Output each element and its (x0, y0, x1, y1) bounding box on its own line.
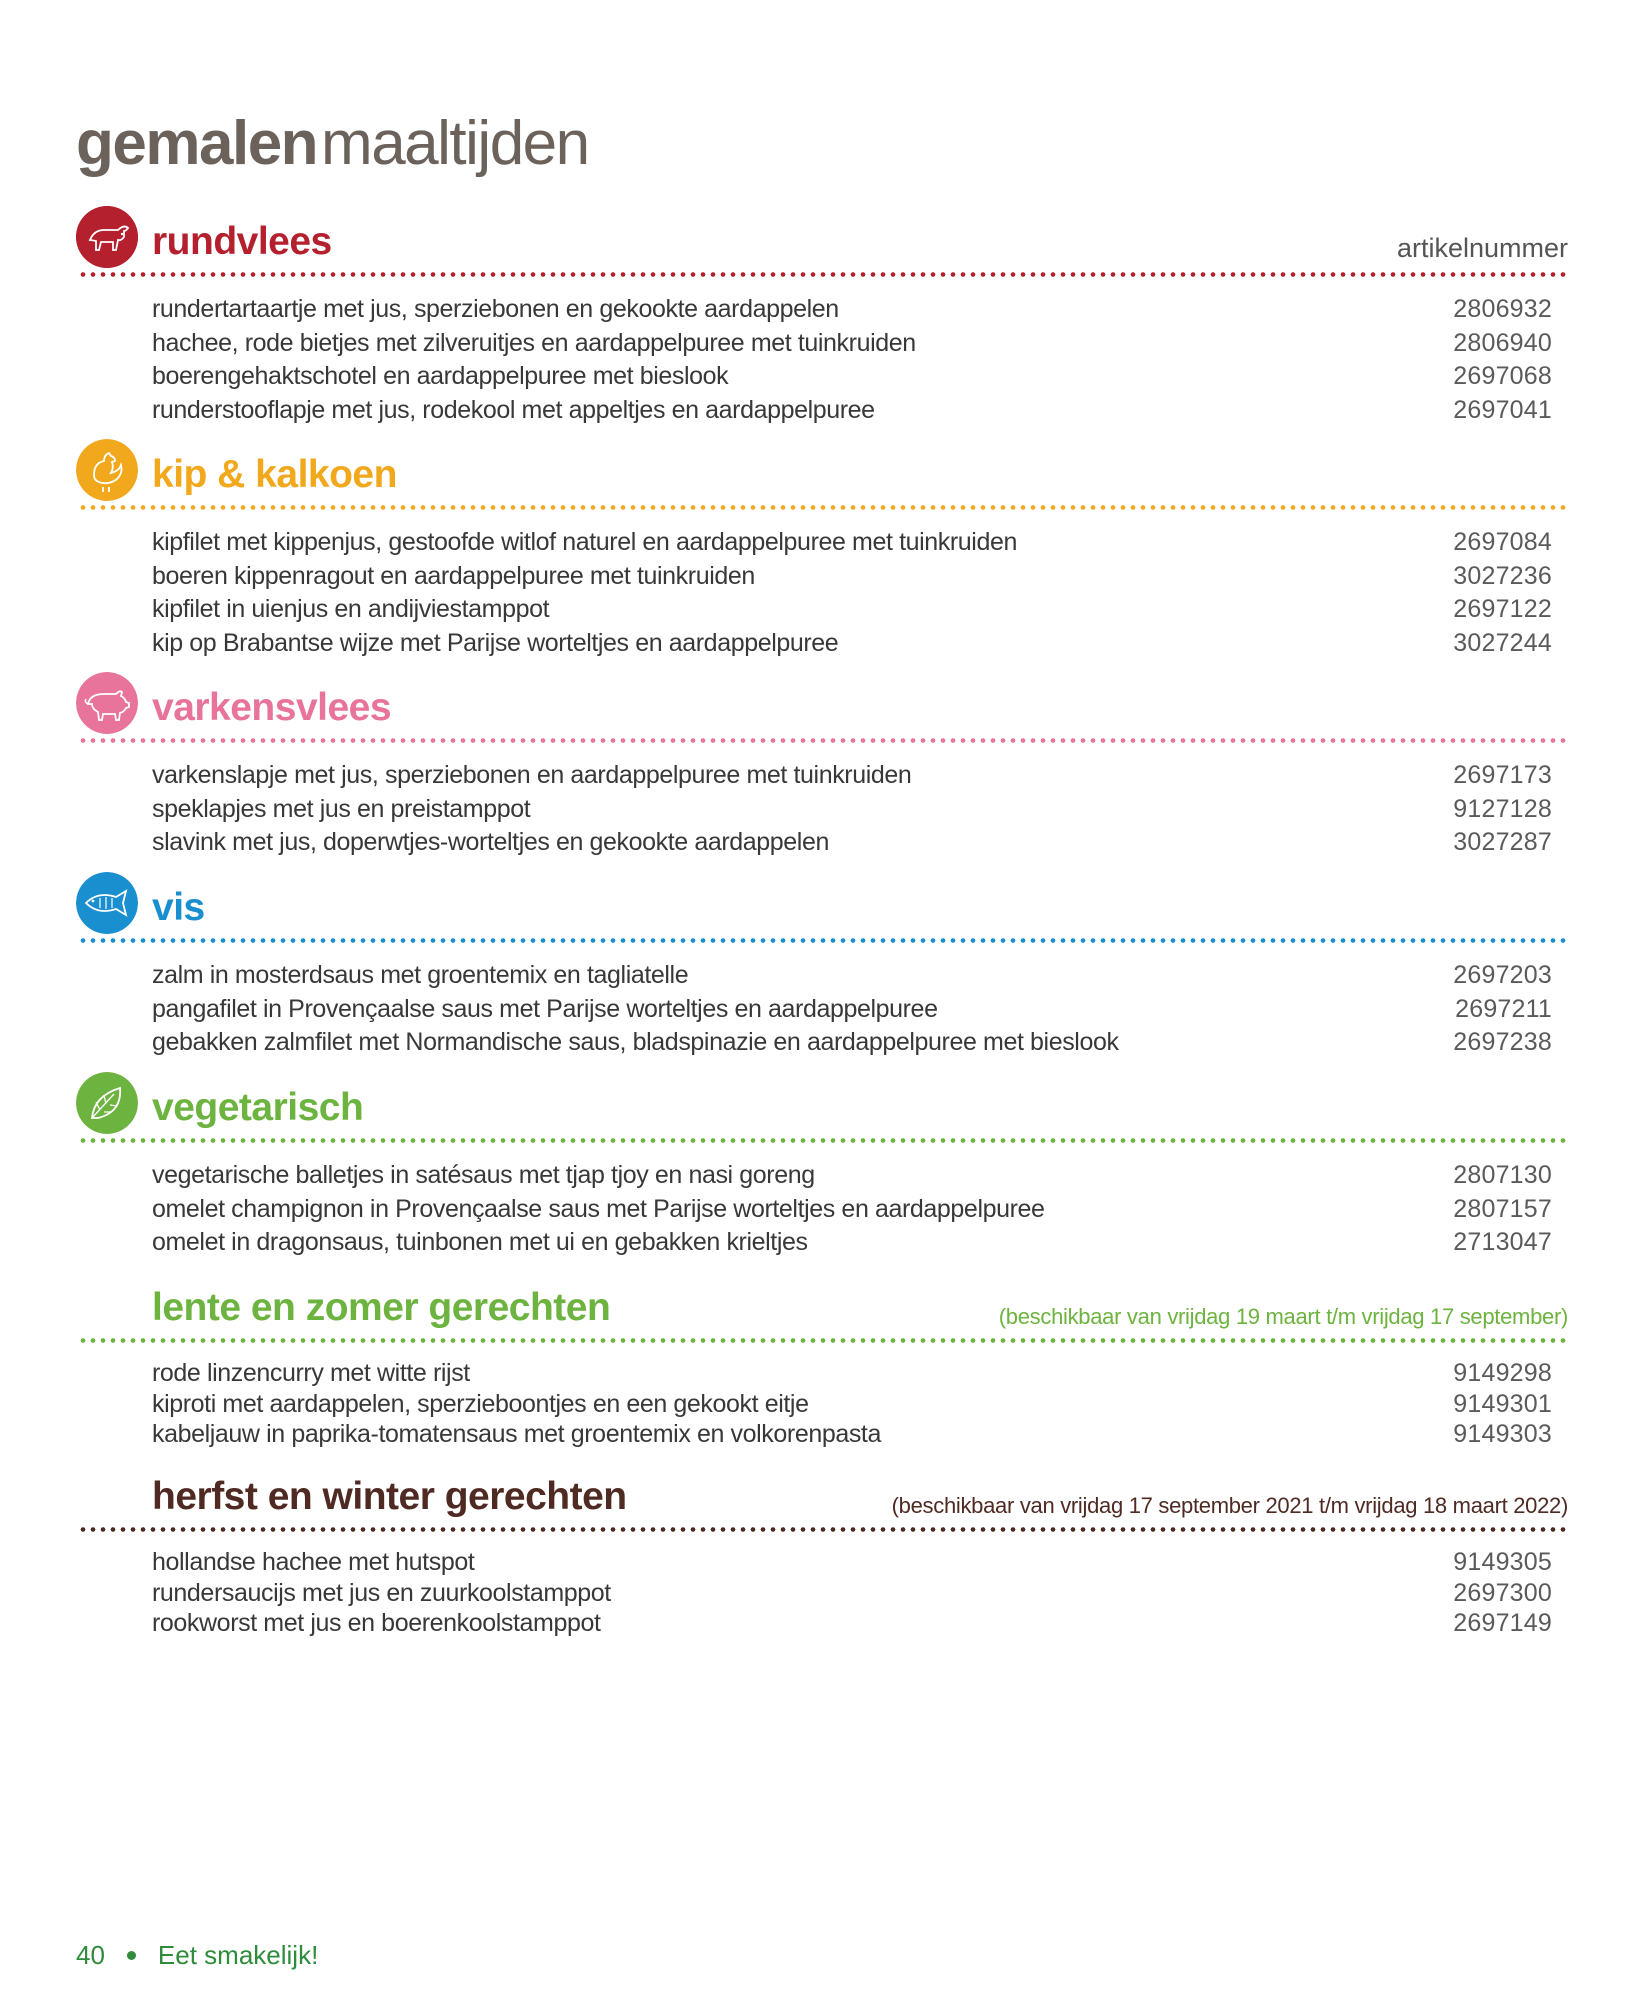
dish-name: varkenslapje met jus, sperziebonen en aardappelpuree met tuinkruiden (152, 761, 912, 789)
list-item (152, 396, 1552, 430)
article-number: 2806940 (1453, 328, 1552, 357)
article-number: 2697300 (1453, 1578, 1552, 1607)
dish-name: kiproti met aardappelen, sperzieboontjes en een gekookt eitje (152, 1389, 809, 1418)
article-number: 2713047 (1453, 1228, 1552, 1256)
dotted-divider (78, 272, 1568, 277)
list-item (152, 1579, 1552, 1610)
dish-name: zalm in mosterdsaus met groentemix en tagliatelle (152, 961, 689, 989)
list-item (152, 1420, 1552, 1451)
fish-icon (76, 872, 138, 934)
dotted-divider (78, 1338, 1568, 1343)
article-number: 3027244 (1453, 628, 1552, 657)
article-number: 2807157 (1453, 1194, 1552, 1223)
footer-text: Eet smakelijk! (157, 1940, 319, 1970)
dish-name: rode linzencurry met witte rijst (152, 1359, 470, 1387)
item-list (152, 1161, 1552, 1262)
dish-name: slavink met jus, doperwtjes-worteltjes en gekookte aardappelen (152, 828, 829, 856)
list-item (152, 1228, 1552, 1262)
dish-name: omelet in dragonsaus, tuinbonen met ui en gebakken krieltjes (152, 1228, 808, 1256)
dotted-divider (78, 938, 1568, 943)
availability-note: (beschikbaar van vrijdag 17 september 2021 t/m vrijdag 18 maart 2022) (891, 1493, 1568, 1518)
dish-name: runderstooflapje met jus, rodekool met appeltjes en aardappelpuree (152, 395, 875, 424)
list-item (152, 795, 1552, 829)
dish-name: gebakken zalmfilet met Normandische saus, bladspinazie en aardappelpuree met bieslook (152, 1028, 1119, 1056)
pig-icon (76, 672, 138, 734)
dish-name: rundersaucijs met jus en zuurkoolstamppot (152, 1578, 611, 1607)
dish-name: rookworst met jus en boerenkoolstamppot (152, 1609, 601, 1637)
bullet-dot (127, 1951, 136, 1960)
article-number: 9149301 (1453, 1389, 1552, 1418)
list-item (152, 295, 1552, 329)
dotted-divider (78, 1527, 1568, 1532)
article-number: 2697211 (1455, 994, 1552, 1023)
article-number: 9127128 (1453, 794, 1552, 823)
dish-name: rundertartaartje met jus, sperziebonen en gekookte aardappelen (152, 295, 839, 323)
article-number: 2697084 (1453, 528, 1552, 556)
dish-name: hachee, rode bietjes met zilveruitjes en aardappelpuree met tuinkruiden (152, 328, 916, 357)
dotted-divider (78, 505, 1568, 510)
dish-name: speklapjes met jus en preistamppot (152, 794, 531, 823)
page-title (76, 108, 589, 179)
list-item (152, 1609, 1552, 1640)
article-number: 9149305 (1453, 1548, 1552, 1576)
item-list (152, 295, 1552, 429)
article-number: 2807130 (1453, 1161, 1552, 1189)
list-item (152, 961, 1552, 995)
dish-name: kipfilet met kippenjus, gestoofde witlof naturel en aardappelpuree met tuinkruiden (152, 528, 1017, 556)
list-item (152, 595, 1552, 629)
list-item (152, 828, 1552, 862)
section-title: vegetarisch (152, 1086, 364, 1129)
article-number: 2806932 (1453, 295, 1552, 323)
list-item (152, 1161, 1552, 1195)
list-item (152, 362, 1552, 396)
column-header-artikelnummer: artikelnummer (1396, 233, 1568, 263)
dotted-divider (78, 1138, 1568, 1143)
availability-note: (beschikbaar van vrijdag 19 maart t/m vrijdag 17 september) (998, 1304, 1568, 1329)
item-list (152, 1548, 1552, 1640)
article-number: 2697173 (1453, 761, 1552, 789)
page-number: 40 (76, 1940, 105, 1970)
article-number: 2697041 (1453, 395, 1552, 424)
article-number: 9149303 (1453, 1420, 1552, 1448)
list-item (152, 1195, 1552, 1229)
list-item (152, 629, 1552, 663)
list-item (152, 528, 1552, 562)
article-number: 2697122 (1453, 595, 1552, 623)
dotted-divider (78, 738, 1568, 743)
list-item (152, 1359, 1552, 1390)
article-number: 9149298 (1453, 1359, 1552, 1387)
section-title: vis (152, 886, 205, 929)
article-number: 3027287 (1453, 828, 1552, 856)
cow-icon (76, 206, 138, 268)
dish-name: boerengehaktschotel en aardappelpuree met bieslook (152, 362, 729, 390)
article-number: 2697203 (1453, 961, 1552, 989)
dish-name: pangafilet in Provençaalse saus met Parijse worteltjes en aardappelpuree (152, 994, 938, 1023)
section-title: herfst en winter gerechten (152, 1475, 627, 1518)
dish-name: omelet champignon in Provençaalse saus met Parijse worteltjes en aardappelpuree (152, 1194, 1045, 1223)
list-item (152, 329, 1552, 363)
item-list (152, 528, 1552, 662)
dish-name: hollandse hachee met hutspot (152, 1548, 475, 1576)
list-item (152, 562, 1552, 596)
chicken-icon (76, 439, 138, 501)
page-footer (76, 1940, 318, 1971)
item-list (152, 761, 1552, 862)
dish-name: kipfilet in uienjus en andijviestamppot (152, 595, 550, 623)
dish-name: kip op Brabantse wijze met Parijse worteltjes en aardappelpuree (152, 628, 839, 657)
list-item (152, 1390, 1552, 1421)
article-number: 3027236 (1453, 561, 1552, 590)
section-title: kip & kalkoen (152, 453, 397, 496)
list-item (152, 761, 1552, 795)
article-number: 2697068 (1453, 362, 1552, 390)
section-title: varkensvlees (152, 686, 392, 729)
section-title: lente en zomer gerechten (152, 1286, 611, 1329)
section-title: rundvlees (152, 220, 332, 263)
list-item (152, 1028, 1552, 1062)
page-title-bold: gemalen (76, 109, 318, 178)
article-number: 2697149 (1453, 1609, 1552, 1637)
leaf-icon (76, 1072, 138, 1134)
item-list (152, 1359, 1552, 1451)
dish-name: kabeljauw in paprika-tomatensaus met groentemix en volkorenpasta (152, 1420, 881, 1448)
list-item (152, 995, 1552, 1029)
article-number: 2697238 (1453, 1028, 1552, 1056)
item-list (152, 961, 1552, 1062)
dish-name: boeren kippenragout en aardappelpuree met tuinkruiden (152, 561, 755, 590)
dish-name: vegetarische balletjes in satésaus met tjap tjoy en nasi goreng (152, 1161, 815, 1189)
page-title-light: maaltijden (321, 109, 589, 178)
list-item (152, 1548, 1552, 1579)
